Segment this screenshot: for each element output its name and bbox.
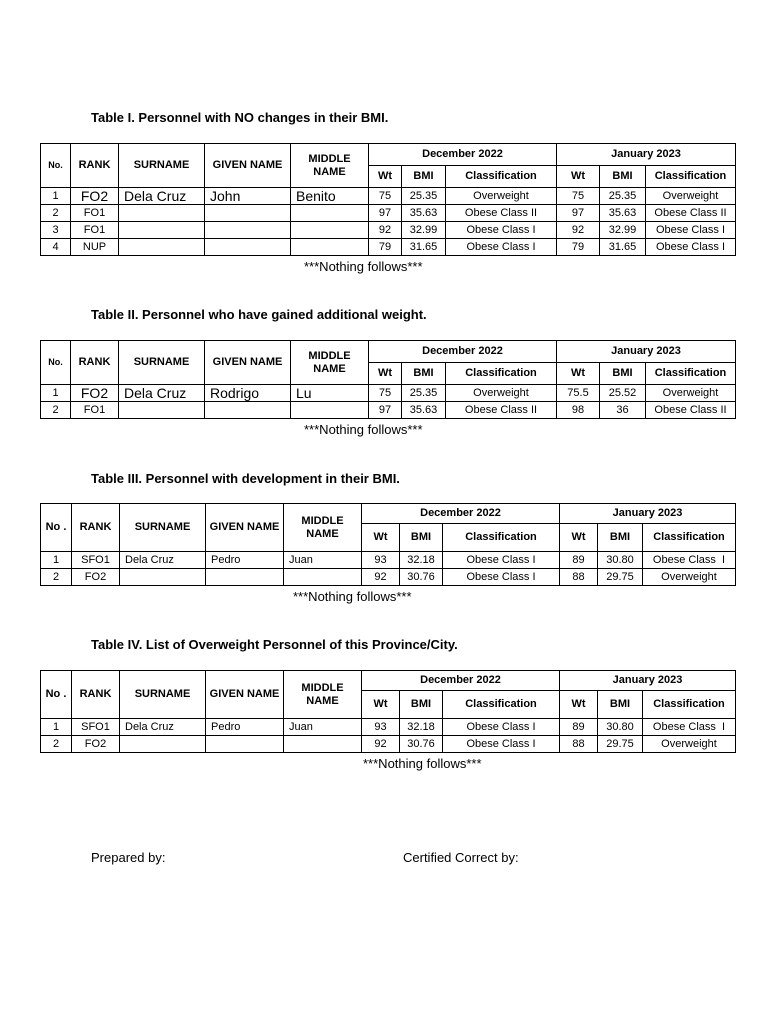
header-december-2022: December 2022 bbox=[369, 144, 557, 166]
cell-jan-class: Overweight bbox=[646, 385, 736, 402]
header-classification: Classification bbox=[643, 691, 736, 719]
cell-jan-bmi: 25.52 bbox=[600, 385, 646, 402]
cell-jan-class: Obese Class I bbox=[643, 552, 736, 569]
header-no: No. bbox=[41, 144, 71, 188]
cell-surname: Dela Cruz bbox=[119, 188, 205, 205]
header-classification: Classification bbox=[443, 524, 560, 552]
cell-jan-bmi: 29.75 bbox=[598, 736, 643, 753]
header-bmi: BMI bbox=[598, 524, 643, 552]
cell-dec-class: Obese Class II bbox=[446, 402, 557, 419]
table-row bbox=[41, 239, 736, 256]
cell-no: 2 bbox=[41, 402, 71, 419]
header-bmi: BMI bbox=[600, 363, 646, 385]
cell-jan-bmi: 36 bbox=[600, 402, 646, 419]
cell-rank: FO2 bbox=[71, 385, 119, 402]
cell-jan-wt: 88 bbox=[560, 569, 598, 586]
cell-middle-name bbox=[291, 239, 369, 256]
cell-rank: SFO1 bbox=[72, 719, 120, 736]
cell-surname bbox=[119, 222, 205, 239]
cell-jan-bmi: 32.99 bbox=[600, 222, 646, 239]
header-middle-name: MIDDLE NAME bbox=[284, 504, 362, 552]
nothing-follows-note: ***Nothing follows*** bbox=[304, 422, 423, 437]
cell-rank: FO1 bbox=[71, 205, 119, 222]
table-1 bbox=[40, 143, 736, 256]
header-bmi: BMI bbox=[402, 363, 446, 385]
cell-jan-bmi: 35.63 bbox=[600, 205, 646, 222]
cell-surname: Dela Cruz bbox=[119, 385, 205, 402]
cell-dec-wt: 97 bbox=[369, 402, 402, 419]
header-january-2023: January 2023 bbox=[560, 671, 736, 691]
header-december-2022: December 2022 bbox=[362, 671, 560, 691]
cell-given-name bbox=[205, 205, 291, 222]
table-4 bbox=[40, 670, 736, 753]
header-no: No . bbox=[41, 671, 72, 719]
header-rank: RANK bbox=[71, 144, 119, 188]
cell-jan-bmi: 30.80 bbox=[598, 719, 643, 736]
cell-given-name bbox=[205, 239, 291, 256]
cell-jan-wt: 79 bbox=[557, 239, 600, 256]
nothing-follows-note: ***Nothing follows*** bbox=[293, 589, 412, 604]
cell-dec-bmi: 30.76 bbox=[400, 569, 443, 586]
certified-correct-by-label: Certified Correct by: bbox=[403, 850, 519, 865]
header-middle-name: MIDDLE NAME bbox=[284, 671, 362, 719]
cell-surname bbox=[119, 402, 205, 419]
cell-dec-class: Obese Class I bbox=[446, 239, 557, 256]
table-row bbox=[41, 222, 736, 239]
cell-dec-wt: 97 bbox=[369, 205, 402, 222]
header-classification: Classification bbox=[646, 363, 736, 385]
header-wt: Wt bbox=[369, 166, 402, 188]
cell-dec-bmi: 32.18 bbox=[400, 719, 443, 736]
header-classification: Classification bbox=[443, 691, 560, 719]
cell-middle-name bbox=[284, 736, 362, 753]
cell-jan-wt: 92 bbox=[557, 222, 600, 239]
table-row bbox=[41, 719, 736, 736]
cell-jan-bmi: 30.80 bbox=[598, 552, 643, 569]
table-row bbox=[41, 188, 736, 205]
cell-jan-class: Overweight bbox=[643, 569, 736, 586]
cell-middle-name: Benito bbox=[291, 188, 369, 205]
cell-dec-bmi: 32.18 bbox=[400, 552, 443, 569]
header-no: No. bbox=[41, 341, 71, 385]
header-classification: Classification bbox=[646, 166, 736, 188]
cell-dec-bmi: 35.63 bbox=[402, 402, 446, 419]
cell-middle-name bbox=[291, 222, 369, 239]
header-january-2023: January 2023 bbox=[557, 341, 736, 363]
header-wt: Wt bbox=[362, 691, 400, 719]
cell-jan-wt: 98 bbox=[557, 402, 600, 419]
header-classification: Classification bbox=[446, 363, 557, 385]
table-2-title: Table II. Personnel who have gained additional weight. bbox=[91, 307, 427, 322]
cell-dec-bmi: 25.35 bbox=[402, 188, 446, 205]
header-bmi: BMI bbox=[400, 524, 443, 552]
header-bmi: BMI bbox=[600, 166, 646, 188]
header-december-2022: December 2022 bbox=[362, 504, 560, 524]
nothing-follows-note: ***Nothing follows*** bbox=[304, 259, 423, 274]
cell-rank: FO1 bbox=[71, 402, 119, 419]
table-row bbox=[41, 402, 736, 419]
header-wt: Wt bbox=[369, 363, 402, 385]
cell-surname bbox=[120, 569, 206, 586]
cell-jan-class: Obese Class I bbox=[646, 222, 736, 239]
header-surname: SURNAME bbox=[119, 341, 205, 385]
cell-dec-wt: 92 bbox=[362, 569, 400, 586]
cell-rank: FO2 bbox=[72, 736, 120, 753]
header-wt: Wt bbox=[557, 363, 600, 385]
header-bmi: BMI bbox=[402, 166, 446, 188]
header-rank: RANK bbox=[72, 671, 120, 719]
cell-dec-class: Obese Class II bbox=[446, 205, 557, 222]
cell-dec-bmi: 35.63 bbox=[402, 205, 446, 222]
cell-middle-name bbox=[284, 569, 362, 586]
cell-given-name bbox=[206, 569, 284, 586]
cell-dec-wt: 93 bbox=[362, 719, 400, 736]
cell-dec-wt: 92 bbox=[369, 222, 402, 239]
cell-no: 1 bbox=[41, 385, 71, 402]
table-3-title: Table III. Personnel with development in their BMI. bbox=[91, 471, 400, 486]
cell-jan-bmi: 25.35 bbox=[600, 188, 646, 205]
header-no: No . bbox=[41, 504, 72, 552]
header-wt: Wt bbox=[362, 524, 400, 552]
header-given-name: GIVEN NAME bbox=[206, 504, 284, 552]
header-middle-name: MIDDLE NAME bbox=[291, 341, 369, 385]
cell-dec-class: Obese Class I bbox=[443, 552, 560, 569]
header-surname: SURNAME bbox=[120, 504, 206, 552]
cell-jan-wt: 89 bbox=[560, 719, 598, 736]
table-row bbox=[41, 552, 736, 569]
cell-jan-wt: 88 bbox=[560, 736, 598, 753]
table-3 bbox=[40, 503, 736, 586]
cell-rank: FO1 bbox=[71, 222, 119, 239]
header-classification: Classification bbox=[446, 166, 557, 188]
header-wt: Wt bbox=[557, 166, 600, 188]
cell-dec-bmi: 30.76 bbox=[400, 736, 443, 753]
header-given-name: GIVEN NAME bbox=[205, 144, 291, 188]
cell-rank: NUP bbox=[71, 239, 119, 256]
header-surname: SURNAME bbox=[120, 671, 206, 719]
cell-jan-class: Obese Class I bbox=[646, 239, 736, 256]
header-wt: Wt bbox=[560, 691, 598, 719]
cell-middle-name: Lu bbox=[291, 385, 369, 402]
cell-no: 2 bbox=[41, 205, 71, 222]
cell-middle-name: Juan bbox=[284, 552, 362, 569]
cell-no: 4 bbox=[41, 239, 71, 256]
header-given-name: GIVEN NAME bbox=[206, 671, 284, 719]
cell-jan-class: Obese Class II bbox=[646, 402, 736, 419]
cell-rank: FO2 bbox=[72, 569, 120, 586]
cell-dec-class: Overweight bbox=[446, 188, 557, 205]
cell-surname bbox=[120, 736, 206, 753]
cell-middle-name bbox=[291, 402, 369, 419]
cell-no: 2 bbox=[41, 736, 72, 753]
cell-no: 1 bbox=[41, 719, 72, 736]
header-december-2022: December 2022 bbox=[369, 341, 557, 363]
cell-jan-wt: 97 bbox=[557, 205, 600, 222]
table-4-title: Table IV. List of Overweight Personnel of this Province/City. bbox=[91, 637, 458, 652]
table-row bbox=[41, 736, 736, 753]
header-rank: RANK bbox=[71, 341, 119, 385]
header-surname: SURNAME bbox=[119, 144, 205, 188]
cell-no: 1 bbox=[41, 552, 72, 569]
cell-dec-bmi: 25.35 bbox=[402, 385, 446, 402]
cell-no: 1 bbox=[41, 188, 71, 205]
cell-given-name: Rodrigo bbox=[205, 385, 291, 402]
cell-jan-class: Obese Class I bbox=[643, 719, 736, 736]
header-january-2023: January 2023 bbox=[560, 504, 736, 524]
cell-dec-class: Obese Class I bbox=[443, 569, 560, 586]
cell-given-name: Pedro bbox=[206, 719, 284, 736]
header-january-2023: January 2023 bbox=[557, 144, 736, 166]
cell-jan-class: Overweight bbox=[646, 188, 736, 205]
cell-no: 2 bbox=[41, 569, 72, 586]
cell-dec-bmi: 32.99 bbox=[402, 222, 446, 239]
header-middle-name: MIDDLE NAME bbox=[291, 144, 369, 188]
prepared-by-label: Prepared by: bbox=[91, 850, 166, 865]
cell-dec-class: Obese Class I bbox=[443, 719, 560, 736]
cell-no: 3 bbox=[41, 222, 71, 239]
cell-jan-class: Overweight bbox=[643, 736, 736, 753]
cell-dec-wt: 92 bbox=[362, 736, 400, 753]
table-2 bbox=[40, 340, 736, 419]
cell-jan-bmi: 29.75 bbox=[598, 569, 643, 586]
cell-jan-wt: 89 bbox=[560, 552, 598, 569]
header-bmi: BMI bbox=[400, 691, 443, 719]
cell-jan-class: Obese Class II bbox=[646, 205, 736, 222]
table-row bbox=[41, 205, 736, 222]
cell-surname: Dela Cruz bbox=[120, 719, 206, 736]
table-row bbox=[41, 569, 736, 586]
cell-given-name bbox=[206, 736, 284, 753]
header-bmi: BMI bbox=[598, 691, 643, 719]
header-classification: Classification bbox=[643, 524, 736, 552]
cell-middle-name bbox=[291, 205, 369, 222]
cell-dec-class: Obese Class I bbox=[446, 222, 557, 239]
cell-dec-class: Obese Class I bbox=[443, 736, 560, 753]
cell-dec-wt: 79 bbox=[369, 239, 402, 256]
cell-jan-wt: 75.5 bbox=[557, 385, 600, 402]
header-wt: Wt bbox=[560, 524, 598, 552]
cell-rank: SFO1 bbox=[72, 552, 120, 569]
table-row bbox=[41, 385, 736, 402]
cell-given-name bbox=[205, 402, 291, 419]
cell-given-name bbox=[205, 222, 291, 239]
cell-surname bbox=[119, 239, 205, 256]
cell-middle-name: Juan bbox=[284, 719, 362, 736]
table-1-title: Table I. Personnel with NO changes in their BMI. bbox=[91, 110, 389, 125]
cell-dec-class: Overweight bbox=[446, 385, 557, 402]
cell-jan-bmi: 31.65 bbox=[600, 239, 646, 256]
cell-given-name: Pedro bbox=[206, 552, 284, 569]
cell-surname: Dela Cruz bbox=[120, 552, 206, 569]
header-rank: RANK bbox=[72, 504, 120, 552]
cell-dec-wt: 75 bbox=[369, 188, 402, 205]
cell-rank: FO2 bbox=[71, 188, 119, 205]
nothing-follows-note: ***Nothing follows*** bbox=[363, 756, 482, 771]
cell-dec-wt: 93 bbox=[362, 552, 400, 569]
cell-given-name: John bbox=[205, 188, 291, 205]
cell-dec-wt: 75 bbox=[369, 385, 402, 402]
cell-surname bbox=[119, 205, 205, 222]
cell-jan-wt: 75 bbox=[557, 188, 600, 205]
header-given-name: GIVEN NAME bbox=[205, 341, 291, 385]
cell-dec-bmi: 31.65 bbox=[402, 239, 446, 256]
